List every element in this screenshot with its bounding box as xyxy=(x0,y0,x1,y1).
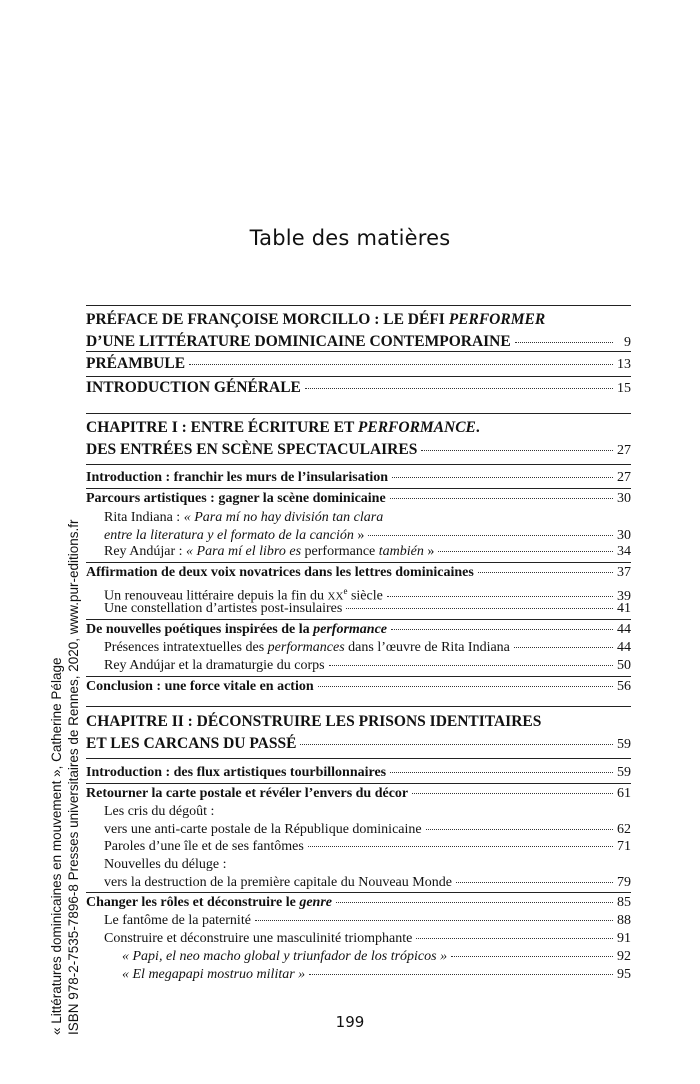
page-number: 71 xyxy=(617,839,631,854)
section-rule xyxy=(86,706,631,707)
page-number: 27 xyxy=(617,443,631,458)
page-number: 15 xyxy=(617,381,631,396)
toc-entry-rita[interactable]: Rita Indiana : « Para mí no hay división tan clara entre la literatura y el formato de la canción » 30 xyxy=(104,510,631,543)
toc-entry-rey[interactable]: Rey Andújar : « Para mí el libro es performance también » 34 xyxy=(104,544,631,559)
toc-entry-papi[interactable]: « Papi, el neo macho global y triunfador de los trópicos » 92 xyxy=(122,949,631,964)
page-number: 62 xyxy=(617,822,631,837)
toc-entry-preface[interactable]: PRÉFACE DE FRANÇOISE MORCILLO : LE DÉFI PERFORMER D’UNE LITTÉRATURE DOMINICAINE CONTEMPORAINE 9 xyxy=(86,309,631,354)
section-rule xyxy=(86,488,631,489)
page-number: 79 xyxy=(617,875,631,890)
page-number: 44 xyxy=(617,622,631,637)
page-number: 13 xyxy=(617,357,631,372)
page-number: 37 xyxy=(617,565,631,580)
toc-entry-affirmation[interactable]: Affirmation de deux voix novatrices dans les lettres dominicaines 37 xyxy=(86,565,631,580)
section-rule xyxy=(86,892,631,893)
toc-entry-preambule[interactable]: PRÉAMBULE 13 xyxy=(86,353,631,376)
toc-entry-construire[interactable]: Construire et déconstruire une masculinité triomphante 91 xyxy=(104,931,631,946)
toc-entry-changer[interactable]: Changer les rôles et déconstruire le genre 85 xyxy=(86,895,631,910)
toc-entry-cris[interactable]: Les cris du dégoût : vers une anti-carte postale de la République dominicaine 62 xyxy=(104,804,631,837)
page-number: 91 xyxy=(617,931,631,946)
toc-entry-ch1-intro[interactable]: Introduction : franchir les murs de l’insularisation 27 xyxy=(86,470,631,485)
side-copyright-note: « Littératures dominicaines en mouvement », Catherine Pélage ISBN 978-2-7535-7896-8 Presses universitaires de Rennes, 2020, www.pur-editions.fr xyxy=(49,519,81,1035)
section-rule xyxy=(86,464,631,465)
page-number: 88 xyxy=(617,913,631,928)
section-rule xyxy=(86,305,631,306)
section-rule xyxy=(86,413,631,414)
page-title: Table des matières xyxy=(249,226,451,250)
toc-entry-renouveau[interactable]: Un renouveau littéraire depuis la fin du XXe siècle 39 xyxy=(104,586,631,604)
toc-chapter-2[interactable]: CHAPITRE II : DÉCONSTRUIRE LES PRISONS IDENTITAIRES ET LES CARCANS DU PASSÉ 59 xyxy=(86,711,631,756)
page-number: 34 xyxy=(617,544,631,559)
page-number: 56 xyxy=(617,679,631,694)
section-rule xyxy=(86,351,631,352)
toc-entry-dramaturgie[interactable]: Rey Andújar et la dramaturgie du corps 50 xyxy=(104,658,631,673)
page-number: 27 xyxy=(617,470,631,485)
section-rule xyxy=(86,758,631,759)
toc-entry-retourner[interactable]: Retourner la carte postale et révéler l’envers du décor 61 xyxy=(86,786,631,801)
section-rule xyxy=(86,619,631,620)
page-number: 44 xyxy=(617,640,631,655)
page-number: 30 xyxy=(617,528,631,543)
page-number: 92 xyxy=(617,949,631,964)
toc-entry-parcours[interactable]: Parcours artistiques : gagner la scène dominicaine 30 xyxy=(86,491,631,506)
page-number: 95 xyxy=(617,967,631,982)
page-number: 9 xyxy=(624,335,631,350)
toc-entry-presences[interactable]: Présences intratextuelles des performances dans l’œuvre de Rita Indiana 44 xyxy=(104,640,631,655)
toc-entry-megapapi[interactable]: « El megapapi mostruo militar » 95 xyxy=(122,967,631,982)
toc-entry-introduction[interactable]: INTRODUCTION GÉNÉRALE 15 xyxy=(86,377,631,400)
toc-entry-nouvelles-poetiques[interactable]: De nouvelles poétiques inspirées de la performance 44 xyxy=(86,622,631,637)
page-number: 59 xyxy=(617,765,631,780)
page-number: 41 xyxy=(617,601,631,616)
toc-entry-paroles[interactable]: Paroles d’une île et de ses fantômes 71 xyxy=(104,839,631,854)
page-number: 50 xyxy=(617,658,631,673)
section-rule xyxy=(86,676,631,677)
toc-entry-ch2-intro[interactable]: Introduction : des flux artistiques tourbillonnaires 59 xyxy=(86,765,631,780)
toc-chapter-1[interactable]: CHAPITRE I : ENTRE ÉCRITURE ET PERFORMANCE. DES ENTRÉES EN SCÈNE SPECTACULAIRES 27 xyxy=(86,417,631,462)
toc-entry-constellation[interactable]: Une constellation d’artistes post-insulaires 41 xyxy=(104,601,631,616)
section-rule xyxy=(86,562,631,563)
toc-entry-conclusion[interactable]: Conclusion : une force vitale en action 56 xyxy=(86,679,631,694)
page-number: 59 xyxy=(617,737,631,752)
toc-entry-deluge[interactable]: Nouvelles du déluge : vers la destruction de la première capitale du Nouveau Monde 79 xyxy=(104,857,631,890)
page-number: 30 xyxy=(617,491,631,506)
page-number-footer: 199 xyxy=(335,1013,365,1031)
page-number: 61 xyxy=(617,786,631,801)
page-number: 39 xyxy=(617,588,631,604)
page-number: 85 xyxy=(617,895,631,910)
section-rule xyxy=(86,783,631,784)
toc-entry-fantome[interactable]: Le fantôme de la paternité 88 xyxy=(104,913,631,928)
